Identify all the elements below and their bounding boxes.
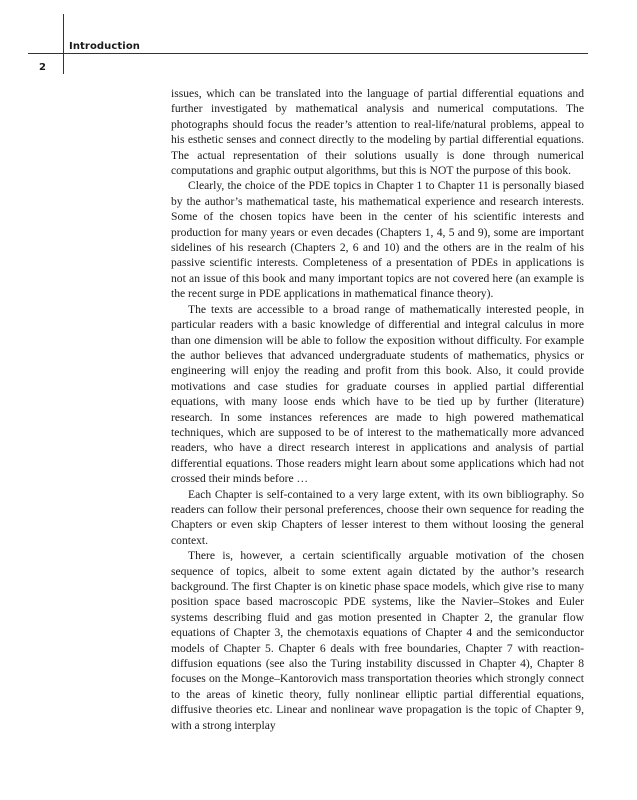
page-number: 2 — [39, 62, 46, 73]
body-text — [171, 86, 584, 733]
paragraph: Each Chapter is self-contained to a very large extent, with its own bibliography. So readers can follow their personal preferences, choose their own sequence for reading the Chapters or even skip Chapters of lesser interest to them without loosing the general context. — [171, 487, 584, 547]
margin-vertical-rule — [63, 14, 64, 74]
header-horizontal-rule — [28, 53, 588, 54]
paragraph: Clearly, the choice of the PDE topics in Chapter 1 to Chapter 11 is personally biased by the author’s mathematical taste, his mathematical experience and research interests. Some of the chosen topics have been in the center of his scientific interests and production for many years or even decades (Chapters 1, 4, 5 and 9), some are important sidelines of his research (Chapters 2, 6 and 10) and the others are in the realm of his passive scientific interests. Completeness of a presentation of PDEs in applications is not an issue of this book and many important topics are not covered here (an example is the recent surge in PDE applications in mathematical finance theory). — [171, 179, 584, 301]
running-head-title: Introduction — [69, 41, 141, 52]
paragraph: There is, however, a certain scientifically arguable motivation of the chosen sequence of topics, albeit to some extent again dictated by the author’s research background. The first Chapter is on kinetic phase space models, which give rise to many position space based macroscopic PDE systems, like the Navier–Stokes and Euler systems describing fluid and gas motion presented in Chapter 2, the granular flow equations of Chapter 3, the chemotaxis equations of Chapter 4 and the semiconductor models of Chapter 5. Chapter 6 deals with free boundaries, Chapter 7 with reaction-diffusion equations (see also the Turing instability discussed in Chapter 4), Chapter 8 focuses on the Monge–Kantorovich mass transportation theories which strongly connect to the areas of kinetic theory, fully nonlinear elliptic partial differential equations, diffusive theories etc. Linear and nonlinear wave propagation is the topic of Chapter 9, with a strong interplay — [171, 549, 584, 732]
paragraph: issues, which can be translated into the language of partial differential equations and further investigated by mathematical analysis and numerical computations. The photographs should focus the reader’s attention to real-life/natural problems, appeal to his esthetic senses and connect directly to the modeling by partial differential equations. The actual representation of their solutions usually is done through numerical computations and graphic output algorithms, but this is NOT the purpose of this book. — [171, 87, 584, 178]
paragraph: The texts are accessible to a broad range of mathematically interested people, in particular readers with a basic knowledge of differential and integral calculus in more than one dimension will be able to follow the exposition without difficulty. For example the author believes that advanced undergraduate students of mathematics, physics or engineering will enjoy the reading and profit from this book. Also, it could provide motivations and case studies for graduate courses in applied partial differential equations, with many loose ends which have to be tied up by further (literature) research. In some instances references are made to high powered mathematical techniques, which are supposed to be of interest to the mathematically more advanced readers, who have a direct research interest in applications and analysis of partial differential equations. Those readers might learn about some applications which had not crossed their minds before … — [171, 302, 584, 486]
